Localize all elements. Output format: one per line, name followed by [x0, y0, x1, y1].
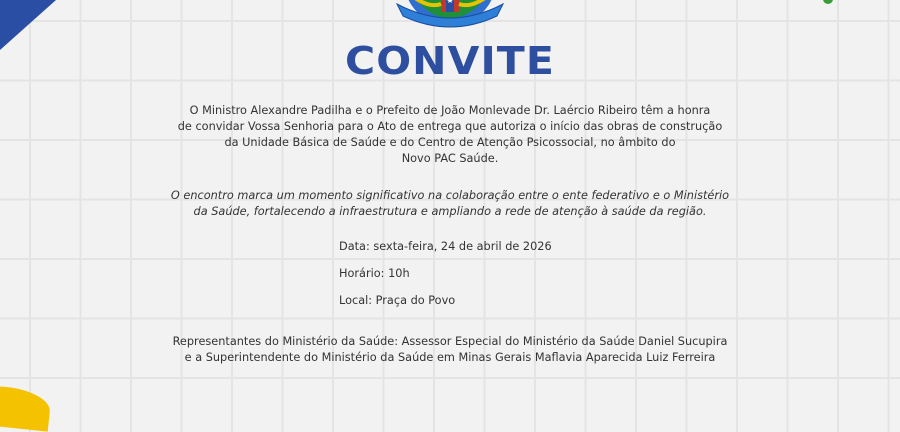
invitation-paragraph: [0, 103, 900, 167]
event-time: Horário: 10h: [339, 267, 410, 280]
description-line: O encontro marca um momento significativo na colaboração entre o ente federativo e o Ministério: [170, 189, 730, 202]
yellow-corner-decoration: [0, 382, 52, 431]
representatives-line: Representantes do Ministério da Saúde: Assessor Especial do Ministério da Saúde Daniel Sucupira: [172, 335, 728, 348]
invitation-line: O Ministro Alexandre Padilha e o Prefeito de João Monlevade Dr. Laércio Ribeiro têm a honra: [189, 104, 711, 117]
invitation-title: CONVITE: [345, 39, 555, 83]
green-decoration-icon: [823, 0, 833, 4]
invitation-line: de convidar Vossa Senhoria para o Ato de entrega que autoriza o início das obras de construção: [177, 120, 723, 133]
svg-text:☆: ☆: [445, 22, 451, 28]
representatives-paragraph: [0, 334, 900, 366]
description-line: da Saúde, fortalecendo a infraestrutura e ampliando a rede de atenção à saúde da região.: [193, 205, 707, 218]
event-location: Local: Praça do Povo: [339, 294, 456, 307]
invitation-line: da Unidade Básica de Saúde e do Centro de Atenção Psicossocial, no âmbito do: [224, 136, 676, 149]
representatives-line: e a Superintendente do Ministério da Saúde em Minas Gerais Maflavia Aparecida Luiz Ferreira: [184, 351, 716, 364]
coat-of-arms-icon: [375, 0, 525, 30]
invitation-line: Novo PAC Saúde.: [401, 152, 499, 165]
description-paragraph: [0, 188, 900, 220]
event-date: Data: sexta-feira, 24 de abril de 2026: [339, 240, 552, 253]
event-details: [339, 239, 552, 320]
